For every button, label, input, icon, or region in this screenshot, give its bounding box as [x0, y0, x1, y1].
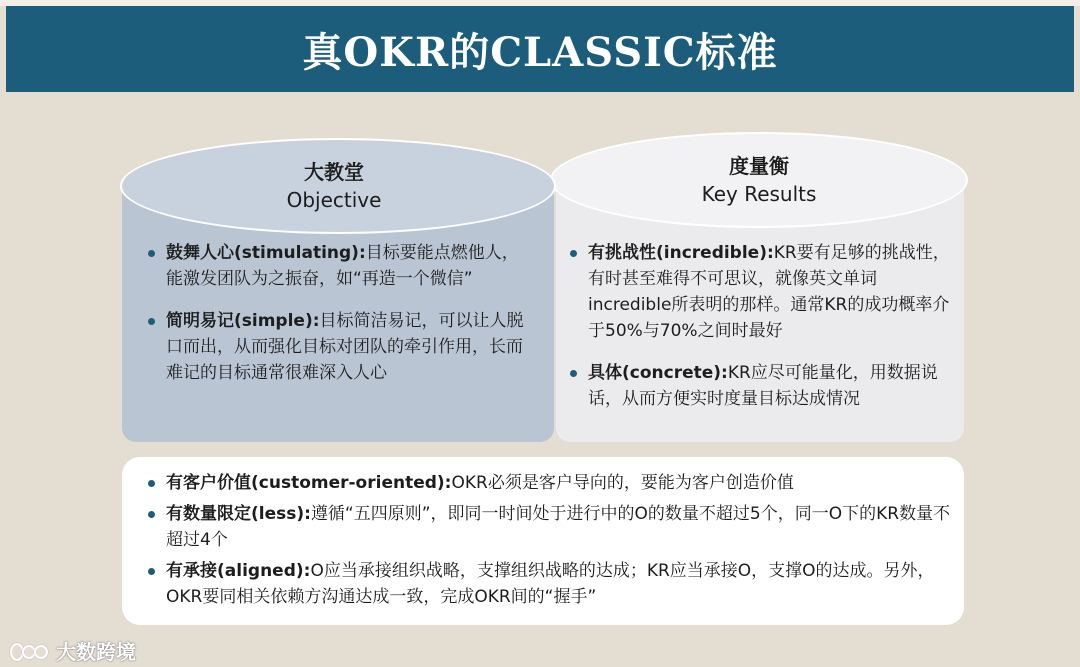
objective-title: 大教堂: [304, 160, 364, 184]
objective-subtitle: Objective: [286, 188, 382, 212]
item-text: 目标要能点燃他人，能激发团队为之振奋，如“再造一个微信”: [166, 243, 519, 289]
list-item: [142, 240, 534, 292]
item-text: KR应尽可能量化，用数据说话，从而方便实时度量目标达成情况: [588, 363, 938, 409]
list-item: [142, 501, 952, 553]
bullet-icon: [148, 568, 155, 575]
list-item: [142, 558, 952, 610]
key-results-list: [564, 240, 952, 428]
list-item: [564, 360, 952, 412]
key-results-subtitle: Key Results: [701, 182, 817, 206]
list-item: [564, 240, 952, 344]
shared-criteria-list: [142, 470, 952, 615]
item-term: 简明易记(simple):: [166, 311, 320, 331]
objective-list: [142, 240, 534, 402]
page-title: 真OKR的CLASSIC标准: [302, 28, 778, 76]
key-results-title: 度量衡: [729, 154, 789, 178]
bullet-icon: [148, 511, 155, 518]
list-item: [142, 470, 952, 496]
item-term: 有客户价值(customer-oriented):: [166, 473, 452, 493]
bullet-icon: [570, 370, 577, 377]
watermark: [10, 636, 136, 665]
item-term: 鼓舞人心(stimulating):: [166, 243, 366, 263]
item-text: KR要有足够的挑战性，有时甚至难得不可思议，就像英文单词incredible所表明的那样。通常KR的成功概率介于50%与70%之间时最好: [588, 243, 950, 341]
bullet-icon: [148, 480, 155, 487]
key-results-cap: [550, 132, 968, 228]
list-item: [142, 308, 534, 386]
item-text: 目标简洁易记，可以让人脱口而出，从而强化目标对团队的牵引作用，长而难记的目标通常很难深入人心: [166, 311, 524, 383]
title-banner: [6, 6, 1074, 92]
bullet-icon: [570, 250, 577, 257]
item-text: O应当承接组织战略，支撑组织战略的达成；KR应当承接O，支撑O的达成。另外，OKR要同相关依赖方沟通达成一致，完成OKR间的“握手”: [166, 561, 935, 607]
objective-cap: [120, 138, 556, 234]
watermark-text: 大数跨境: [56, 640, 136, 664]
bullet-icon: [148, 318, 155, 325]
item-text: 遵循“五四原则”，即同一时间处于进行中的O的数量不超过5个，同一O下的KR数量不超过4个: [166, 504, 951, 550]
item-term: 有挑战性(incredible):: [588, 243, 774, 263]
item-term: 具体(concrete):: [588, 363, 728, 383]
item-term: 有承接(aligned):: [166, 561, 311, 581]
item-term: 有数量限定(less):: [166, 504, 311, 524]
item-text: OKR必须是客户导向的，要能为客户创造价值: [451, 473, 794, 493]
logo-mark-icon: [10, 639, 50, 663]
bullet-icon: [148, 250, 155, 257]
